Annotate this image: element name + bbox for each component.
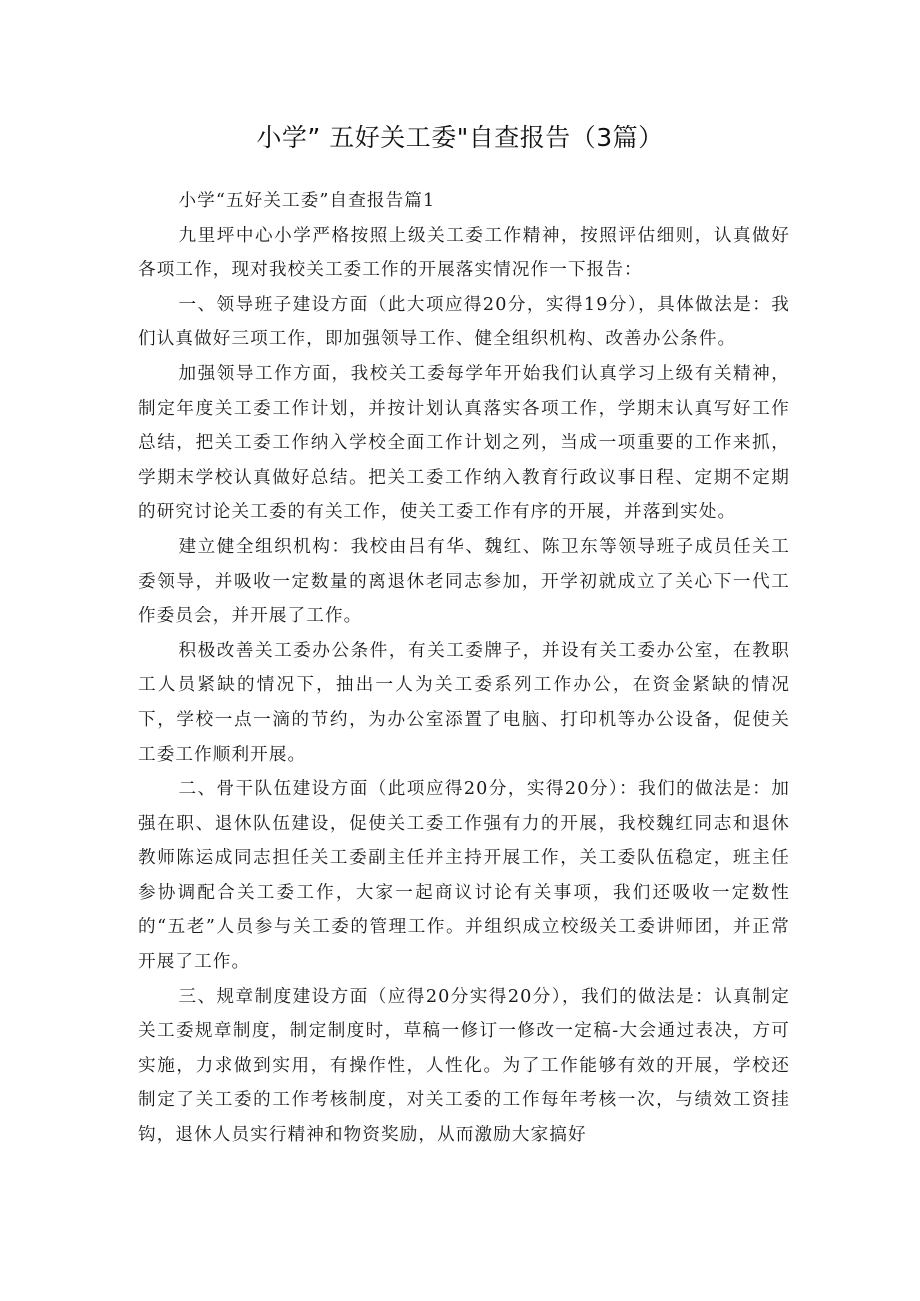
paragraph-team-building: 二、骨干队伍建设方面（此项应得20分，实得20分）：我们的做法是：加强在职、退休队伍建设，促使关工委工作强有力的开展，我校魏红同志和退休教师陈运成同志担任关工委副主任并主持开展工作，关工委队伍稳定，班主任参协调配合关工委工作，大家一起商议讨论有关事项，我们还吸收一定数性的“五老”人员参与关工委的管理工作。并组织成立校级关工委讲师团，并正常开展了工作。 [138,779,790,973]
section-subheading: 小学“五好关工委”自查报告篇1 [178,191,436,211]
paragraph-rules: 三、规章制度建设方面（应得20分实得20分），我们的做法是：认真制定关工委规章制度，制定制度时，草稿一修订一修改一定稿-大会通过表决，方可实施，力求做到实用，有操作性，人性化。为了工作能够有效的开展，学校还制定了关工委的工作考核制度，对关工委的工作每年考核一次，与绩效工资挂钩，退休人员实行精神和物资奖励，从而激励大家搞好 [138,986,790,1146]
document-body [138,184,790,1153]
paragraph-organization: 建立健全组织机构：我校由吕有华、魏红、陈卫东等领导班子成员任关工委领导，并吸收一定数量的离退休老同志参加，开学初就成立了关心下一代工作委员会，并开展了工作。 [138,536,790,627]
paragraph-leadership-work: 加强领导工作方面，我校关工委每学年开始我们认真学习上级有关精神，制定年度关工委工作计划，并按计划认真落实各项工作，学期末认真写好工作总结，把关工委工作纳入学校全面工作计划之列，当成一项重要的工作来抓，学期末学校认真做好总结。把关工委工作纳入教育行政议事日程、定期不定期的研究讨论关工委的有关工作，使关工委工作有序的开展，并落到实处。 [138,363,790,523]
paragraph-leadership-heading: 一、领导班子建设方面（此大项应得20分，实得19分），具体做法是：我们认真做好三项工作，即加强领导工作、健全组织机构、改善办公条件。 [138,294,790,350]
document-title: 小学” 五好关工委"自查报告（3篇） [256,123,664,152]
paragraph-intro: 九里坪中心小学严格按照上级关工委工作精神，按照评估细则，认真做好各项工作，现对我校关工委工作的开展落实情况作一下报告： [138,225,790,281]
paragraph-office-conditions: 积极改善关工委办公条件，有关工委牌子，并设有关工委办公室，在教职工人员紧缺的情况下，抽出一人为关工委系列工作办公，在资金紧缺的情况下，学校一点一滴的节约，为办公室添置了电脑、打印机等办公设备，促使关工委工作顺利开展。 [138,640,790,765]
